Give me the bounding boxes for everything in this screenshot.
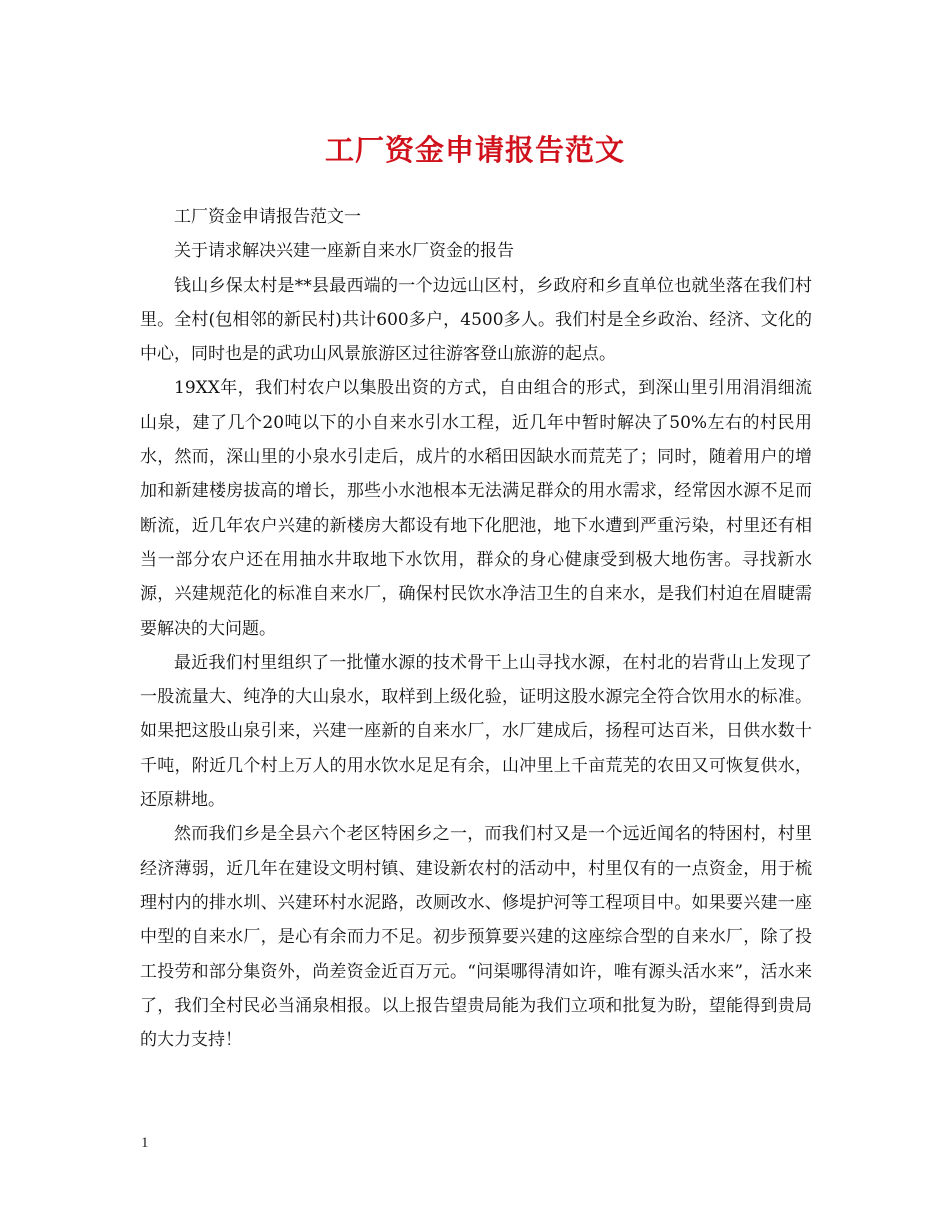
body-paragraph-2: 19XX年，我们村农户以集股出资的方式，自由组合的形式，到深山里引用涓涓细流山泉，建了几个20吨以下的小自来水引水工程，近几年中暂时解决了50%左右的村民用水，然而，深山里的小泉水引走后，成片的水稻田因缺水而荒芜了；同时，随着用户的增加和新建楼房拔高的增长，那些小水池根本无法满足群众的用水需求，经常因水源不足而断流，近几年农户兴建的新楼房大都设有地下化肥池，地下水遭到严重污染，村里还有相当一部分农户还在用抽水井取地下水饮用，群众的身心健康受到极大地伤害。寻找新水源，兴建规范化的标准自来水厂，确保村民饮水净洁卫生的自来水，是我们村迫在眉睫需要解决的大问题。 bbox=[140, 378, 812, 639]
document-body bbox=[140, 200, 812, 1057]
report-subject: 关于请求解决兴建一座新自来水厂资金的报告 bbox=[174, 241, 514, 262]
body-paragraph-3: 最近我们村里组织了一批懂水源的技术骨干上山寻找水源，在村北的岩背山上发现了一股流量大、纯净的大山泉水，取样到上级化验，证明这股水源完全符合饮用水的标准。如果把这股山泉引来，兴建一座新的自来水厂，水厂建成后，扬程可达百米，日供水数十千吨，附近几个村上万人的用水饮水足足有余，山冲里上千亩荒芜的农田又可恢复供水，还原耕地。 bbox=[140, 652, 812, 811]
page-number: 1 bbox=[141, 1135, 149, 1151]
body-paragraph-1: 钱山乡保太村是**县最西端的一个边远山区村，乡政府和乡直单位也就坐落在我们村里。全村(包相邻的新民村)共计600多户，4500多人。我们村是全乡政治、经济、文化的中心，同时也是的武功山风景旅游区过往游客登山旅游的起点。 bbox=[140, 275, 812, 365]
document-title: 工厂资金申请报告范文 bbox=[324, 133, 625, 167]
body-paragraph-4: 然而我们乡是全县六个老区特困乡之一，而我们村又是一个远近闻名的特困村，村里经济薄弱，近几年在建设文明村镇、建设新农村的活动中，村里仅有的一点资金，用于梳理村内的排水圳、兴建环村水泥路，改厕改水、修堤护河等工程项目中。如果要兴建一座中型的自来水厂，是心有余而力不足。初步预算要兴建的这座综合型的自来水厂，除了投工投劳和部分集资外，尚差资金近百万元。“问渠哪得清如许，唯有源头活水来”，活水来了，我们全村民必当涌泉相报。以上报告望贵局能为我们立项和批复为盼，望能得到贵局的大力支持！ bbox=[140, 824, 812, 1051]
section-heading: 工厂资金申请报告范文一 bbox=[174, 207, 361, 227]
